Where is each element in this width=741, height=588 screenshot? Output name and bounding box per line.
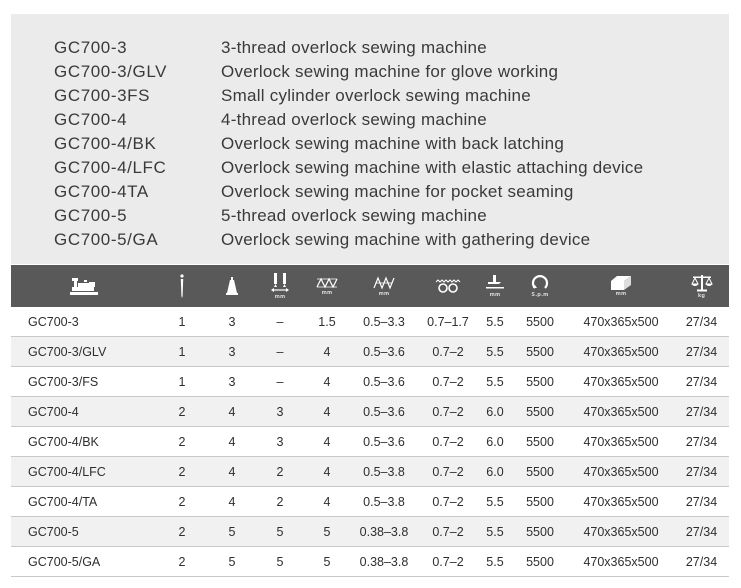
cell-differential-feed: 0.7–2 — [418, 337, 478, 367]
cell-needles: 2 — [156, 547, 208, 577]
cell-threads: 4 — [208, 457, 256, 487]
header-stitch-length — [350, 265, 418, 307]
cell-weight: 27/34 — [674, 367, 729, 397]
header-unit: mm — [615, 290, 627, 297]
cell-stitch-length: 0.5–3.3 — [350, 307, 418, 337]
cell-needle-gauge: 3 — [256, 397, 304, 427]
cell-weight: 27/34 — [674, 427, 729, 457]
table-row — [11, 367, 729, 397]
cell-threads: 4 — [208, 487, 256, 517]
model-code: GC700-3/GLV — [54, 62, 168, 81]
cell-stitch-length: 0.5–3.6 — [350, 427, 418, 457]
cell-speed: 5500 — [512, 457, 568, 487]
model-description-row — [11, 60, 729, 84]
cell-overedge-width: 5 — [304, 547, 350, 577]
header-thread — [208, 265, 256, 307]
cell-needles: 2 — [156, 487, 208, 517]
cell-package-size: 470x365x500 — [568, 367, 674, 397]
cell-package-size: 470x365x500 — [568, 517, 674, 547]
cell-needles: 2 — [156, 517, 208, 547]
cell-weight: 27/34 — [674, 307, 729, 337]
table-row — [11, 487, 729, 517]
cell-presser-foot-lift: 6.0 — [478, 457, 512, 487]
cell-stitch-length: 0.38–3.8 — [350, 547, 418, 577]
cell-presser-foot-lift: 5.5 — [478, 487, 512, 517]
model-description-row — [11, 204, 729, 228]
cell-needles: 1 — [156, 367, 208, 397]
cell-needles: 2 — [156, 397, 208, 427]
header-needle — [156, 265, 208, 307]
cell-threads: 3 — [208, 367, 256, 397]
cell-model: GC700-4/BK — [11, 427, 156, 457]
cell-stitch-length: 0.5–3.6 — [350, 337, 418, 367]
cell-stitch-length: 0.5–3.8 — [350, 487, 418, 517]
speed-icon — [531, 275, 549, 291]
header-differential-feed — [418, 265, 478, 307]
model-description: Overlock sewing machine with back latching — [221, 134, 565, 153]
cell-model: GC700-4 — [11, 397, 156, 427]
cell-speed: 5500 — [512, 367, 568, 397]
model-description-row — [11, 228, 729, 252]
cell-stitch-length: 0.38–3.8 — [350, 517, 418, 547]
model-description-row — [11, 156, 729, 180]
model-description: Overlock sewing machine with gathering device — [221, 230, 591, 249]
model-code: GC700-4/LFC — [54, 158, 167, 177]
cell-package-size: 470x365x500 — [568, 427, 674, 457]
cell-presser-foot-lift: 6.0 — [478, 397, 512, 427]
cell-stitch-length: 0.5–3.8 — [350, 457, 418, 487]
cell-model: GC700-4/LFC — [11, 457, 156, 487]
cell-needle-gauge: 2 — [256, 487, 304, 517]
cell-weight: 27/34 — [674, 547, 729, 577]
cell-speed: 5500 — [512, 427, 568, 457]
header-unit: mm — [489, 291, 501, 298]
cell-weight: 27/34 — [674, 337, 729, 367]
model-description-row — [11, 180, 729, 204]
cell-differential-feed: 0.7–2 — [418, 547, 478, 577]
cell-threads: 5 — [208, 547, 256, 577]
table-row — [11, 517, 729, 547]
header-unit: mm — [321, 289, 333, 296]
cell-differential-feed: 0.7–2 — [418, 517, 478, 547]
model-description-row — [11, 84, 729, 108]
model-code: GC700-3 — [54, 38, 128, 57]
model-description: 3-thread overlock sewing machine — [221, 38, 487, 57]
cell-speed: 5500 — [512, 517, 568, 547]
cell-model: GC700-5/GA — [11, 547, 156, 577]
model-code: GC700-3FS — [54, 86, 151, 105]
header-model — [11, 265, 156, 307]
cell-speed: 5500 — [512, 337, 568, 367]
cell-model: GC700-3 — [11, 307, 156, 337]
model-description: Overlock sewing machine for glove working — [221, 62, 559, 81]
cell-model: GC700-3/GLV — [11, 337, 156, 367]
header-unit: mm — [274, 293, 286, 300]
cell-needle-gauge: 5 — [256, 547, 304, 577]
presser-foot-lift-icon — [486, 275, 504, 291]
cell-threads: 3 — [208, 337, 256, 367]
cell-overedge-width: 1.5 — [304, 307, 350, 337]
cell-package-size: 470x365x500 — [568, 337, 674, 367]
cell-speed: 5500 — [512, 487, 568, 517]
cell-model: GC700-5 — [11, 517, 156, 547]
needle-icon — [177, 274, 187, 298]
model-code: GC700-5 — [54, 206, 128, 225]
cell-speed: 5500 — [512, 307, 568, 337]
cell-overedge-width: 5 — [304, 517, 350, 547]
cell-needle-gauge: – — [256, 307, 304, 337]
cell-weight: 27/34 — [674, 457, 729, 487]
cell-weight: 27/34 — [674, 487, 729, 517]
model-code: GC700-4 — [54, 110, 128, 129]
cell-package-size: 470x365x500 — [568, 487, 674, 517]
cell-overedge-width: 4 — [304, 487, 350, 517]
table-body — [11, 307, 729, 577]
model-description: Small cylinder overlock sewing machine — [221, 86, 531, 105]
table-row — [11, 307, 729, 337]
cell-differential-feed: 0.7–2 — [418, 397, 478, 427]
cell-model: GC700-4/TA — [11, 487, 156, 517]
cell-differential-feed: 0.7–2 — [418, 457, 478, 487]
cell-threads: 4 — [208, 427, 256, 457]
cell-overedge-width: 4 — [304, 397, 350, 427]
cell-presser-foot-lift: 5.5 — [478, 547, 512, 577]
cell-package-size: 470x365x500 — [568, 307, 674, 337]
cell-package-size: 470x365x500 — [568, 397, 674, 427]
header-package-size — [568, 265, 674, 307]
differential-feed-icon — [435, 279, 461, 293]
package-box-icon — [610, 276, 632, 290]
stitch-length-icon — [373, 276, 395, 290]
header-presser-foot-lift — [478, 265, 512, 307]
cell-presser-foot-lift: 5.5 — [478, 367, 512, 397]
cell-overedge-width: 4 — [304, 337, 350, 367]
cell-needles: 1 — [156, 337, 208, 367]
cell-needle-gauge: 5 — [256, 517, 304, 547]
cell-threads: 5 — [208, 517, 256, 547]
header-needle-gauge — [256, 265, 304, 307]
cell-needle-gauge: 2 — [256, 457, 304, 487]
needle-gauge-icon — [270, 273, 290, 293]
cell-overedge-width: 4 — [304, 427, 350, 457]
model-description: Overlock sewing machine with elastic attaching device — [221, 158, 644, 177]
cell-weight: 27/34 — [674, 517, 729, 547]
header-weight — [674, 265, 729, 307]
cell-package-size: 470x365x500 — [568, 457, 674, 487]
model-code: GC700-4/BK — [54, 134, 157, 153]
cell-model: GC700-3/FS — [11, 367, 156, 397]
cell-needles: 2 — [156, 427, 208, 457]
table-row — [11, 337, 729, 367]
cell-overedge-width: 4 — [304, 367, 350, 397]
weight-scale-icon — [691, 274, 713, 292]
table-row — [11, 457, 729, 487]
cell-threads: 3 — [208, 307, 256, 337]
table-row — [11, 427, 729, 457]
model-description-row — [11, 108, 729, 132]
cell-differential-feed: 0.7–2 — [418, 487, 478, 517]
table-row — [11, 547, 729, 577]
header-speed — [512, 265, 568, 307]
cell-needle-gauge: – — [256, 337, 304, 367]
table-header-row — [11, 265, 729, 307]
cell-overedge-width: 4 — [304, 457, 350, 487]
table-row — [11, 397, 729, 427]
cell-needles: 1 — [156, 307, 208, 337]
cell-differential-feed: 0.7–2 — [418, 427, 478, 457]
cell-threads: 4 — [208, 397, 256, 427]
thread-cone-icon — [226, 277, 238, 295]
cell-stitch-length: 0.5–3.6 — [350, 397, 418, 427]
model-code: GC700-5/GA — [54, 230, 159, 249]
cell-needle-gauge: 3 — [256, 427, 304, 457]
cell-presser-foot-lift: 6.0 — [478, 427, 512, 457]
model-description: 5-thread overlock sewing machine — [221, 206, 487, 225]
model-code: GC700-4TA — [54, 182, 149, 201]
model-description-row — [11, 132, 729, 156]
model-description-row — [11, 36, 729, 60]
cell-speed: 5500 — [512, 397, 568, 427]
header-overedge-width — [304, 265, 350, 307]
cell-presser-foot-lift: 5.5 — [478, 517, 512, 547]
cell-differential-feed: 0.7–1.7 — [418, 307, 478, 337]
cell-needles: 2 — [156, 457, 208, 487]
cell-speed: 5500 — [512, 547, 568, 577]
model-description: 4-thread overlock sewing machine — [221, 110, 487, 129]
header-unit: mm — [378, 290, 390, 297]
cell-package-size: 470x365x500 — [568, 547, 674, 577]
model-description-list — [11, 14, 729, 264]
spec-table — [11, 265, 729, 577]
model-description: Overlock sewing machine for pocket seaming — [221, 182, 574, 201]
sewing-machine-icon — [69, 275, 99, 297]
cell-presser-foot-lift: 5.5 — [478, 337, 512, 367]
cell-needle-gauge: – — [256, 367, 304, 397]
overedge-width-icon — [316, 277, 338, 289]
cell-weight: 27/34 — [674, 397, 729, 427]
header-unit: kg — [697, 292, 706, 299]
cell-stitch-length: 0.5–3.6 — [350, 367, 418, 397]
cell-differential-feed: 0.7–2 — [418, 367, 478, 397]
cell-presser-foot-lift: 5.5 — [478, 307, 512, 337]
header-unit: S.p.m — [531, 291, 549, 298]
